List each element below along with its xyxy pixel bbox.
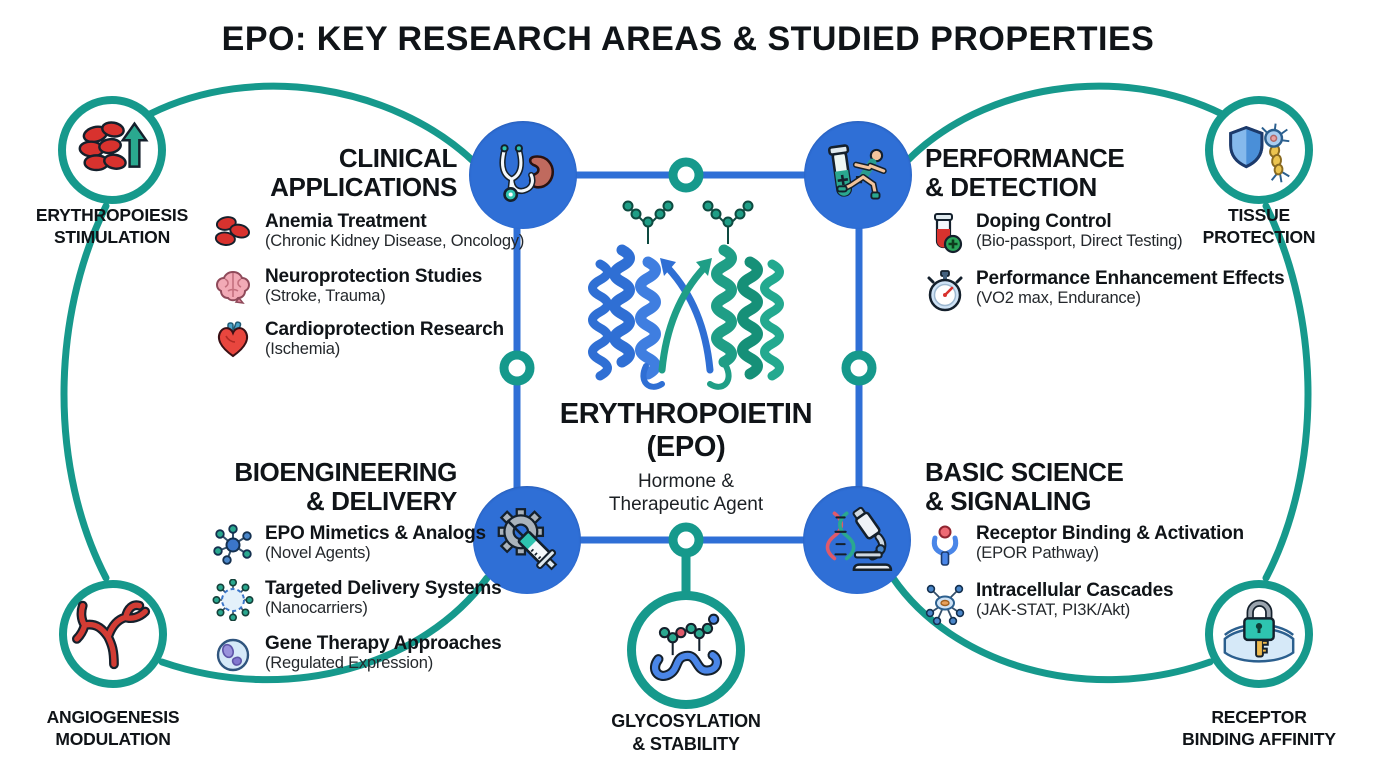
- top-node-dot: [673, 162, 699, 188]
- title-rest: KEY RESEARCH AREAS & STUDIED PROPERTIES: [316, 20, 1155, 58]
- satellite-glycosylation: [627, 591, 745, 709]
- item-doping-control: [925, 211, 1284, 256]
- satellite-angiogenesis: [59, 580, 167, 688]
- item-text: [265, 211, 524, 251]
- label-line: & STABILITY: [632, 734, 740, 754]
- clinical-items: [212, 211, 524, 372]
- satellite-label-receptor-affinity: [1149, 706, 1369, 750]
- heart-icon: [212, 320, 254, 360]
- label-line: ERYTHROPOIESIS: [35, 205, 189, 225]
- item-detail: (EPOR Pathway): [976, 544, 1099, 562]
- item-title: Receptor Binding & Activation: [976, 523, 1244, 544]
- receptor-icon: [925, 524, 965, 568]
- item-neuroprotection: [212, 266, 524, 307]
- stopwatch-icon: [925, 269, 965, 313]
- blood-sample-icon: [925, 212, 965, 256]
- item-text: [265, 633, 502, 673]
- right-node-dot: [846, 355, 872, 381]
- epo-protein-ribbon-icon: [560, 198, 812, 406]
- item-detail: (Novel Agents): [265, 544, 371, 562]
- heading-clinical-applications: [205, 144, 457, 202]
- bottom-node-dot: [673, 527, 699, 553]
- heading-performance-detection: [925, 144, 1245, 202]
- center-title-line1: ERYTHROPOIETIN: [559, 398, 813, 430]
- item-detail: (JAK-STAT, PI3K/Akt): [976, 601, 1130, 619]
- title-prefix: EPO:: [221, 20, 307, 58]
- left-arc-connector: [64, 206, 106, 578]
- item-receptor-binding: [925, 523, 1244, 568]
- peptide-glycan-icon: [642, 606, 730, 694]
- label-line: RECEPTOR: [1211, 707, 1307, 727]
- item-title: Intracellular Cascades: [976, 580, 1174, 601]
- heading-line: CLINICAL: [338, 143, 457, 173]
- label-line: ANGIOGENESIS: [46, 707, 180, 727]
- performance-items: [925, 211, 1284, 325]
- item-title: Anemia Treatment: [265, 211, 427, 232]
- item-detail: (Stroke, Trauma): [265, 287, 386, 305]
- satellite-label-glycosylation: [576, 710, 796, 756]
- item-text: [265, 319, 504, 359]
- brain-icon: [212, 267, 254, 307]
- center-subtitle-line1: Hormone &: [637, 471, 735, 492]
- item-title: Neuroprotection Studies: [265, 266, 483, 287]
- item-title: Cardioprotection Research: [265, 319, 504, 340]
- hub-performance-detection: [804, 121, 912, 229]
- item-detail: (Chronic Kidney Disease, Oncology): [265, 232, 525, 250]
- item-detail: (Nanocarriers): [265, 599, 368, 617]
- label-line: STIMULATION: [53, 227, 171, 247]
- item-text: [976, 268, 1284, 308]
- item-title: EPO Mimetics & Analogs: [265, 523, 486, 544]
- satellite-label-erythropoiesis: [2, 204, 222, 248]
- item-text: [265, 578, 502, 618]
- label-line: GLYCOSYLATION: [611, 711, 761, 731]
- heading-line: & DETECTION: [925, 172, 1097, 202]
- item-title: Targeted Delivery Systems: [265, 578, 502, 599]
- athlete-test-tube-icon: [819, 136, 897, 214]
- heading-basic-science-signaling: [925, 458, 1245, 516]
- center-title-line2: (EPO): [646, 431, 726, 463]
- label-line: MODULATION: [55, 729, 171, 749]
- red-blood-cells-icon: [212, 212, 254, 254]
- heading-line: PERFORMANCE: [925, 143, 1125, 173]
- item-targeted-delivery: [212, 578, 502, 621]
- item-gene-therapy: [212, 633, 502, 676]
- item-text: [265, 523, 486, 563]
- item-text: [976, 211, 1182, 251]
- label-line: PROTECTION: [1202, 227, 1316, 247]
- cell-icon: [212, 634, 254, 676]
- item-performance-enhancement: [925, 268, 1284, 313]
- item-text: [976, 523, 1244, 563]
- item-detail: (Bio-passport, Direct Testing): [976, 232, 1183, 250]
- heading-line: & SIGNALING: [925, 486, 1092, 516]
- label-line: BINDING AFFINITY: [1182, 729, 1336, 749]
- center-text: [486, 398, 886, 516]
- signaling-network-icon: [925, 581, 965, 625]
- heading-line: BIOENGINEERING: [234, 457, 457, 487]
- basic-science-items: [925, 523, 1244, 637]
- item-text: [265, 266, 482, 306]
- nanocarrier-icon: [212, 579, 254, 621]
- item-title: Gene Therapy Approaches: [265, 633, 502, 654]
- item-text: [976, 580, 1173, 620]
- item-detail: (Ischemia): [265, 340, 341, 358]
- heading-line: BASIC SCIENCE: [925, 457, 1124, 487]
- heading-line: APPLICATIONS: [270, 172, 457, 202]
- item-intracellular-cascades: [925, 580, 1244, 625]
- heading-bioengineering-delivery: [185, 458, 457, 516]
- page-title: [0, 20, 1376, 59]
- red-blood-cells-arrow-icon: [70, 108, 154, 192]
- molecule-icon: [212, 524, 254, 566]
- label-line: TISSUE: [1227, 205, 1290, 225]
- satellite-label-angiogenesis: [3, 706, 223, 750]
- bioengineering-items: [212, 523, 502, 688]
- item-title: Doping Control: [976, 211, 1112, 232]
- item-detail: (VO2 max, Endurance): [976, 289, 1141, 307]
- item-title: Performance Enhancement Effects: [976, 268, 1285, 289]
- heading-line: & DELIVERY: [305, 486, 457, 516]
- blood-vessels-icon: [71, 592, 155, 676]
- item-cardioprotection: [212, 319, 524, 360]
- stethoscope-kidney-icon: [484, 136, 562, 214]
- item-epo-mimetics: [212, 523, 502, 566]
- item-anemia-treatment: [212, 211, 524, 254]
- satellite-erythropoiesis: [58, 96, 166, 204]
- center-subtitle: [486, 470, 886, 516]
- center-subtitle-line2: Therapeutic Agent: [608, 494, 764, 515]
- item-detail: (Regulated Expression): [265, 654, 434, 672]
